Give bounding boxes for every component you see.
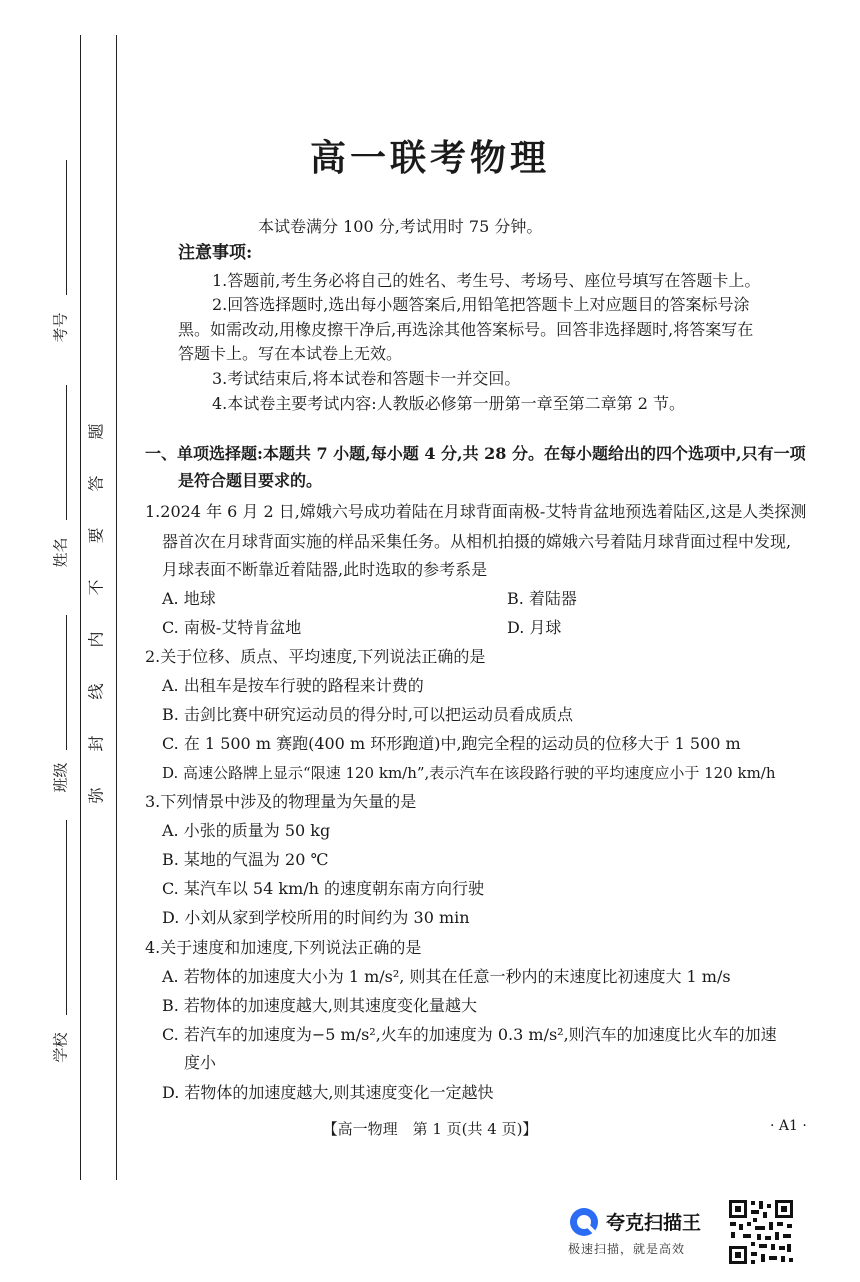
seal-char: 线: [86, 683, 106, 700]
binding-line-left: [80, 35, 81, 1180]
q4-stem: 4.关于速度和加速度,下列说法正确的是: [145, 938, 422, 957]
qr-code-icon: [727, 1198, 795, 1266]
q1-stem: 器首次在月球背面实施的样品采集任务。从相机拍摄的嫦娥六号着陆月球背面过程中发现,: [162, 532, 792, 551]
seal-char: 封: [86, 735, 106, 752]
q1-option-b: B. 着陆器: [507, 589, 577, 608]
q1-stem: 1.2024 年 6 月 2 日,嫦娥六号成功着陆在月球背面南极-艾特肯盆地预选着陆区,这是人类探测: [145, 502, 807, 521]
q1-option-c: C. 南极-艾特肯盆地: [162, 618, 302, 637]
q4-option-c: C. 若汽车的加速度为−5 m/s²,火车的加速度为 0.3 m/s²,则汽车的加速度比火车的加速: [162, 1025, 777, 1044]
q3-option-b: B. 某地的气温为 20 ℃: [162, 850, 329, 869]
seal-char: 答: [86, 475, 106, 492]
notice-line: 4.本试卷主要考试内容:人教版必修第一册第一章至第二章第 2 节。: [212, 394, 686, 413]
q4-option-d: D. 若物体的加速度越大,则其速度变化一定越快: [162, 1083, 494, 1102]
q1-stem: 月球表面不断靠近着陆器,此时选取的参考系是: [162, 560, 488, 579]
notice-line: 2.回答选择题时,选出每小题答案后,用铅笔把答题卡上对应题目的答案标号涂: [212, 295, 750, 314]
q2-option-b: B. 击剑比赛中研究运动员的得分时,可以把运动员看成质点: [162, 705, 574, 724]
binding-line-right: [116, 35, 117, 1180]
notice-line: 黑。如需改动,用橡皮擦干净后,再选涂其他答案标号。回答非选择题时,将答案写在: [178, 320, 754, 339]
notice-title: 注意事项:: [178, 243, 253, 263]
page-title: 高一联考物理: [309, 137, 550, 179]
seal-char: 不: [86, 579, 106, 596]
exam-no-label: 考号: [51, 312, 70, 343]
name-underline: [66, 385, 67, 520]
quark-logo-icon: [568, 1206, 600, 1238]
q2-option-c: C. 在 1 500 m 赛跑(400 m 环形跑道)中,跑完全程的运动员的位移大于 1 500 m: [162, 734, 741, 753]
q2-option-d: D. 高速公路牌上显示“限速 120 km/h”,表示汽车在该段路行驶的平均速度应小于 120 km/h: [162, 764, 776, 782]
seal-char: 弥: [86, 787, 106, 804]
seal-char: 内: [86, 631, 106, 648]
q3-stem: 3.下列情景中涉及的物理量为矢量的是: [145, 792, 417, 811]
seal-char: 要: [86, 527, 106, 544]
q1-option-d: D. 月球: [507, 618, 562, 637]
name-label: 姓名: [51, 537, 70, 568]
page-footer: 【高一物理 第 1 页(共 4 页)】: [322, 1120, 538, 1138]
brand-name: 夸克扫描王: [606, 1212, 702, 1234]
class-label: 班级: [51, 762, 70, 793]
q1-option-a: A. 地球: [162, 589, 216, 608]
paper-code: · A1 ·: [770, 1118, 807, 1134]
q2-option-a: A. 出租车是按车行驶的路程来计费的: [162, 676, 424, 695]
school-underline: [66, 820, 67, 1015]
section-heading-cont: 是符合题目要求的。: [178, 471, 323, 490]
notice-line: 答题卡上。写在本试卷上无效。: [178, 344, 403, 363]
notice-line: 3.考试结束后,将本试卷和答题卡一并交回。: [212, 369, 521, 388]
school-label: 学校: [51, 1032, 70, 1063]
q3-option-c: C. 某汽车以 54 km/h 的速度朝东南方向行驶: [162, 879, 485, 898]
scanner-brand: [568, 1202, 723, 1262]
q3-option-a: A. 小张的质量为 50 kg: [162, 821, 331, 840]
exam-info: 本试卷满分 100 分,考试用时 75 分钟。: [258, 217, 543, 236]
q2-stem: 2.关于位移、质点、平均速度,下列说法正确的是: [145, 647, 486, 666]
section-heading: 一、单项选择题:本题共 7 小题,每小题 4 分,共 28 分。在每小题给出的四个选项中,只有一项: [145, 444, 806, 463]
q3-option-d: D. 小刘从家到学校所用的时间约为 30 min: [162, 908, 470, 927]
q4-option-b: B. 若物体的加速度越大,则其速度变化量越大: [162, 996, 478, 1015]
q4-option-a: A. 若物体的加速度大小为 1 m/s², 则其在任意一秒内的末速度比初速度大 1 m/s: [162, 967, 731, 986]
class-underline: [66, 615, 67, 750]
seal-char: 题: [86, 423, 106, 440]
notice-line: 1.答题前,考生务必将自己的姓名、考生号、考场号、座位号填写在答题卡上。: [212, 271, 761, 290]
brand-slogan: 极速扫描，就是高效: [568, 1242, 686, 1256]
q4-option-c-cont: 度小: [184, 1053, 217, 1072]
